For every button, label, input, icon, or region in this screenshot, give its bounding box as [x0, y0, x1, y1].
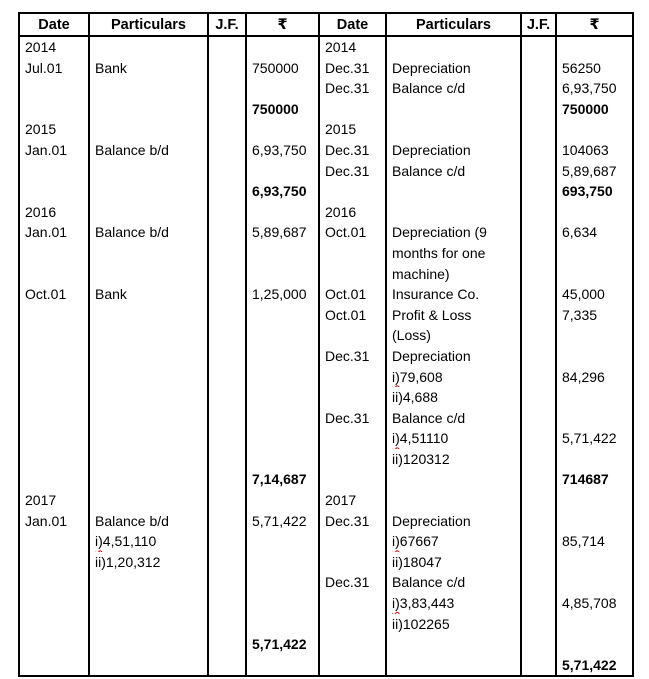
cell-date-right: 2016: [319, 202, 386, 223]
cell-particulars-left: i)4,51,110: [89, 531, 208, 552]
table-row: [19, 614, 633, 635]
cell-date-left: [19, 593, 89, 614]
cell-particulars-right: [386, 181, 521, 202]
cell-amount-right: 4,85,708: [556, 593, 633, 614]
cell-particulars-right: ii)18047: [386, 552, 521, 573]
cell-particulars-right: [386, 36, 521, 58]
cell-amount-right: 5,71,422: [556, 655, 633, 677]
cell-date-right: [319, 428, 386, 449]
cell-jf-left: [208, 511, 246, 532]
cell-date-right: [319, 99, 386, 120]
cell-date-left: [19, 614, 89, 635]
cell-amount-right: [556, 511, 633, 532]
cell-jf-left: [208, 572, 246, 593]
cell-date-left: [19, 634, 89, 655]
cell-jf-left: [208, 387, 246, 408]
cell-particulars-right: Insurance Co.: [386, 284, 521, 305]
table-row: [19, 284, 633, 305]
cell-date-left: 2016: [19, 202, 89, 223]
cell-jf-left: [208, 161, 246, 182]
cell-date-left: [19, 78, 89, 99]
cell-jf-right: [521, 325, 556, 346]
table-row: [19, 469, 633, 490]
cell-date-right: Dec.31: [319, 58, 386, 79]
cell-date-right: Dec.31: [319, 140, 386, 161]
cell-amount-right: 84,296: [556, 367, 633, 388]
cell-date-left: Jul.01: [19, 58, 89, 79]
cell-particulars-left: [89, 305, 208, 326]
spellcheck-squiggle: i): [392, 595, 400, 612]
cell-particulars-left: [89, 469, 208, 490]
table-row: [19, 78, 633, 99]
cell-date-right: [319, 449, 386, 470]
cell-particulars-right: Profit & Loss: [386, 305, 521, 326]
cell-jf-right: [521, 181, 556, 202]
cell-jf-left: [208, 140, 246, 161]
table-row: [19, 264, 633, 285]
cell-amount-left: [246, 36, 319, 58]
cell-jf-left: [208, 119, 246, 140]
table-row: [19, 367, 633, 388]
table-row: [19, 202, 633, 223]
cell-date-right: 2014: [319, 36, 386, 58]
cell-particulars-right: i)3,83,443: [386, 593, 521, 614]
column-header-amount-right: ₹: [556, 13, 633, 36]
cell-date-right: [319, 387, 386, 408]
ledger-body: [19, 36, 633, 676]
cell-date-left: Jan.01: [19, 140, 89, 161]
cell-date-left: [19, 305, 89, 326]
cell-jf-right: [521, 469, 556, 490]
cell-particulars-right: ii)120312: [386, 449, 521, 470]
cell-date-left: [19, 243, 89, 264]
cell-particulars-right: [386, 202, 521, 223]
cell-jf-right: [521, 305, 556, 326]
cell-particulars-right: Depreciation: [386, 346, 521, 367]
cell-particulars-right: Depreciation: [386, 58, 521, 79]
cell-jf-left: [208, 284, 246, 305]
cell-amount-left: 6,93,750: [246, 140, 319, 161]
cell-particulars-left: [89, 490, 208, 511]
cell-jf-right: [521, 387, 556, 408]
cell-amount-right: [556, 243, 633, 264]
cell-date-left: Jan.01: [19, 222, 89, 243]
cell-amount-left: [246, 202, 319, 223]
cell-amount-left: [246, 655, 319, 677]
cell-jf-right: [521, 161, 556, 182]
cell-particulars-right: Depreciation (9: [386, 222, 521, 243]
cell-jf-right: [521, 655, 556, 677]
cell-jf-right: [521, 99, 556, 120]
cell-date-right: Oct.01: [319, 284, 386, 305]
cell-date-right: Dec.31: [319, 511, 386, 532]
cell-amount-right: [556, 634, 633, 655]
cell-date-right: [319, 264, 386, 285]
cell-amount-right: 6,93,750: [556, 78, 633, 99]
cell-particulars-left: [89, 99, 208, 120]
cell-jf-right: [521, 243, 556, 264]
table-row: [19, 449, 633, 470]
cell-particulars-right: Balance c/d: [386, 572, 521, 593]
cell-date-right: [319, 243, 386, 264]
cell-amount-right: [556, 325, 633, 346]
table-row: [19, 140, 633, 161]
cell-jf-right: [521, 552, 556, 573]
cell-amount-left: [246, 408, 319, 429]
cell-amount-left: [246, 305, 319, 326]
table-row: [19, 346, 633, 367]
cell-date-left: [19, 449, 89, 470]
cell-amount-left: [246, 161, 319, 182]
cell-particulars-left: [89, 119, 208, 140]
cell-amount-left: [246, 119, 319, 140]
cell-particulars-left: [89, 449, 208, 470]
cell-particulars-left: [89, 572, 208, 593]
cell-date-right: Dec.31: [319, 408, 386, 429]
cell-date-left: Oct.01: [19, 284, 89, 305]
table-row: [19, 552, 633, 573]
cell-date-left: [19, 264, 89, 285]
cell-jf-left: [208, 181, 246, 202]
cell-jf-left: [208, 78, 246, 99]
cell-amount-left: 750000: [246, 58, 319, 79]
cell-amount-left: 750000: [246, 99, 319, 120]
cell-date-right: 2015: [319, 119, 386, 140]
cell-date-left: [19, 531, 89, 552]
cell-particulars-right: Depreciation: [386, 511, 521, 532]
table-row: [19, 36, 633, 58]
cell-date-left: [19, 469, 89, 490]
cell-amount-right: [556, 36, 633, 58]
cell-date-left: [19, 428, 89, 449]
table-row: [19, 408, 633, 429]
cell-jf-left: [208, 593, 246, 614]
cell-jf-right: [521, 36, 556, 58]
cell-amount-left: [246, 264, 319, 285]
cell-particulars-left: [89, 78, 208, 99]
cell-date-left: [19, 572, 89, 593]
cell-particulars-right: [386, 469, 521, 490]
cell-amount-right: [556, 264, 633, 285]
cell-date-left: [19, 161, 89, 182]
cell-particulars-left: [89, 346, 208, 367]
cell-jf-right: [521, 264, 556, 285]
cell-particulars-left: [89, 387, 208, 408]
cell-amount-right: [556, 119, 633, 140]
cell-date-left: [19, 346, 89, 367]
table-row: [19, 593, 633, 614]
cell-particulars-left: [89, 367, 208, 388]
cell-jf-left: [208, 222, 246, 243]
cell-particulars-right: Balance c/d: [386, 161, 521, 182]
cell-date-right: [319, 325, 386, 346]
cell-jf-right: [521, 428, 556, 449]
cell-amount-left: [246, 614, 319, 635]
table-row: [19, 161, 633, 182]
cell-particulars-right: [386, 634, 521, 655]
column-header-date-left: Date: [19, 13, 89, 36]
cell-particulars-left: [89, 202, 208, 223]
cell-jf-right: [521, 140, 556, 161]
cell-particulars-right: Balance c/d: [386, 78, 521, 99]
cell-particulars-right: Balance c/d: [386, 408, 521, 429]
cell-amount-left: [246, 78, 319, 99]
cell-jf-right: [521, 346, 556, 367]
cell-date-right: Dec.31: [319, 572, 386, 593]
cell-particulars-right: i)67667: [386, 531, 521, 552]
cell-date-right: Dec.31: [319, 161, 386, 182]
cell-particulars-left: [89, 408, 208, 429]
cell-amount-left: 6,93,750: [246, 181, 319, 202]
table-row: [19, 511, 633, 532]
cell-jf-right: [521, 449, 556, 470]
cell-jf-left: [208, 449, 246, 470]
table-row: [19, 428, 633, 449]
cell-particulars-left: Balance b/d: [89, 222, 208, 243]
cell-amount-left: 7,14,687: [246, 469, 319, 490]
cell-amount-right: 714687: [556, 469, 633, 490]
cell-amount-left: 5,89,687: [246, 222, 319, 243]
table-row: [19, 490, 633, 511]
spellcheck-squiggle: i): [95, 533, 103, 550]
table-row: [19, 243, 633, 264]
cell-particulars-left: [89, 593, 208, 614]
cell-amount-right: [556, 552, 633, 573]
column-header-particulars-right: Particulars: [386, 13, 521, 36]
cell-jf-left: [208, 264, 246, 285]
cell-amount-right: [556, 202, 633, 223]
table-row: [19, 325, 633, 346]
table-row: [19, 99, 633, 120]
column-header-jf-right: J.F.: [521, 13, 556, 36]
cell-jf-left: [208, 614, 246, 635]
cell-date-left: 2014: [19, 36, 89, 58]
cell-jf-right: [521, 572, 556, 593]
cell-jf-left: [208, 325, 246, 346]
cell-jf-left: [208, 305, 246, 326]
cell-amount-right: [556, 449, 633, 470]
cell-amount-left: [246, 572, 319, 593]
cell-jf-right: [521, 222, 556, 243]
cell-jf-left: [208, 634, 246, 655]
cell-particulars-right: months for one: [386, 243, 521, 264]
cell-particulars-left: [89, 243, 208, 264]
cell-jf-right: [521, 202, 556, 223]
cell-particulars-left: [89, 161, 208, 182]
cell-date-left: [19, 181, 89, 202]
cell-jf-left: [208, 655, 246, 677]
table-row: [19, 222, 633, 243]
cell-date-right: [319, 593, 386, 614]
cell-particulars-left: ii)1,20,312: [89, 552, 208, 573]
cell-amount-left: [246, 367, 319, 388]
cell-date-right: [319, 614, 386, 635]
cell-jf-right: [521, 490, 556, 511]
cell-amount-right: 7,335: [556, 305, 633, 326]
cell-jf-left: [208, 99, 246, 120]
cell-amount-left: [246, 449, 319, 470]
cell-date-left: 2015: [19, 119, 89, 140]
cell-date-left: [19, 325, 89, 346]
header-row: [19, 13, 633, 36]
cell-jf-right: [521, 593, 556, 614]
cell-date-left: [19, 99, 89, 120]
cell-particulars-right: i)4,51110: [386, 428, 521, 449]
cell-jf-left: [208, 36, 246, 58]
cell-particulars-right: [386, 99, 521, 120]
table-row: [19, 655, 633, 677]
cell-amount-left: 5,71,422: [246, 634, 319, 655]
cell-jf-left: [208, 552, 246, 573]
cell-date-right: Dec.31: [319, 346, 386, 367]
cell-amount-right: [556, 387, 633, 408]
cell-particulars-left: [89, 634, 208, 655]
cell-amount-right: 750000: [556, 99, 633, 120]
cell-particulars-left: [89, 655, 208, 677]
cell-amount-right: [556, 614, 633, 635]
cell-amount-left: [246, 325, 319, 346]
cell-date-right: 2017: [319, 490, 386, 511]
table-row: [19, 634, 633, 655]
cell-particulars-left: Bank: [89, 284, 208, 305]
cell-date-right: Oct.01: [319, 305, 386, 326]
cell-date-left: [19, 552, 89, 573]
cell-jf-right: [521, 614, 556, 635]
cell-amount-right: 5,89,687: [556, 161, 633, 182]
cell-amount-left: [246, 387, 319, 408]
column-header-jf-left: J.F.: [208, 13, 246, 36]
cell-jf-left: [208, 367, 246, 388]
cell-amount-left: 5,71,422: [246, 511, 319, 532]
cell-date-left: [19, 655, 89, 677]
cell-particulars-left: Balance b/d: [89, 511, 208, 532]
cell-amount-right: 85,714: [556, 531, 633, 552]
table-row: [19, 387, 633, 408]
cell-date-right: [319, 531, 386, 552]
cell-jf-left: [208, 490, 246, 511]
cell-amount-right: [556, 490, 633, 511]
table-row: [19, 181, 633, 202]
cell-jf-left: [208, 428, 246, 449]
cell-date-left: [19, 367, 89, 388]
cell-particulars-left: Balance b/d: [89, 140, 208, 161]
column-header-date-right: Date: [319, 13, 386, 36]
cell-amount-right: [556, 346, 633, 367]
spellcheck-squiggle: i): [392, 430, 400, 447]
cell-particulars-right: ii)4,688: [386, 387, 521, 408]
cell-jf-left: [208, 243, 246, 264]
cell-particulars-left: [89, 181, 208, 202]
cell-jf-left: [208, 202, 246, 223]
cell-amount-right: [556, 572, 633, 593]
cell-amount-right: 45,000: [556, 284, 633, 305]
cell-particulars-right: machine): [386, 264, 521, 285]
cell-amount-right: 56250: [556, 58, 633, 79]
cell-jf-right: [521, 78, 556, 99]
cell-date-right: [319, 469, 386, 490]
cell-amount-left: [246, 490, 319, 511]
column-header-particulars-left: Particulars: [89, 13, 208, 36]
cell-particulars-right: ii)102265: [386, 614, 521, 635]
cell-date-left: [19, 387, 89, 408]
cell-date-left: 2017: [19, 490, 89, 511]
cell-date-right: Oct.01: [319, 222, 386, 243]
cell-particulars-left: [89, 428, 208, 449]
column-header-amount-left: ₹: [246, 13, 319, 36]
cell-jf-left: [208, 58, 246, 79]
cell-amount-right: 6,634: [556, 222, 633, 243]
cell-date-left: Jan.01: [19, 511, 89, 532]
cell-amount-right: 5,71,422: [556, 428, 633, 449]
cell-jf-right: [521, 408, 556, 429]
cell-date-right: Dec.31: [319, 78, 386, 99]
cell-amount-right: 693,750: [556, 181, 633, 202]
cell-jf-right: [521, 284, 556, 305]
cell-particulars-left: Bank: [89, 58, 208, 79]
cell-particulars-left: [89, 264, 208, 285]
table-row: [19, 572, 633, 593]
cell-particulars-right: i)79,608: [386, 367, 521, 388]
cell-date-right: [319, 655, 386, 677]
cell-particulars-left: [89, 325, 208, 346]
cell-particulars-left: [89, 614, 208, 635]
cell-date-right: [319, 634, 386, 655]
table-row: [19, 305, 633, 326]
cell-particulars-left: [89, 36, 208, 58]
machinery-account-table: [18, 12, 634, 677]
cell-date-right: [319, 367, 386, 388]
cell-particulars-right: (Loss): [386, 325, 521, 346]
cell-jf-right: [521, 531, 556, 552]
cell-amount-left: [246, 346, 319, 367]
cell-particulars-right: [386, 490, 521, 511]
cell-jf-right: [521, 119, 556, 140]
cell-jf-left: [208, 531, 246, 552]
cell-jf-left: [208, 469, 246, 490]
cell-jf-right: [521, 634, 556, 655]
cell-jf-right: [521, 511, 556, 532]
cell-amount-left: [246, 428, 319, 449]
cell-jf-left: [208, 408, 246, 429]
cell-amount-left: [246, 243, 319, 264]
cell-jf-left: [208, 346, 246, 367]
cell-amount-left: [246, 593, 319, 614]
table-row: [19, 531, 633, 552]
table-row: [19, 119, 633, 140]
cell-date-right: [319, 181, 386, 202]
cell-particulars-right: [386, 119, 521, 140]
cell-jf-right: [521, 58, 556, 79]
table-row: [19, 58, 633, 79]
cell-date-left: [19, 408, 89, 429]
cell-amount-left: [246, 552, 319, 573]
cell-particulars-right: [386, 655, 521, 677]
cell-amount-right: 104063: [556, 140, 633, 161]
cell-amount-right: [556, 408, 633, 429]
spellcheck-squiggle: i): [392, 533, 400, 550]
cell-jf-right: [521, 367, 556, 388]
spellcheck-squiggle: i): [392, 368, 400, 385]
cell-amount-left: 1,25,000: [246, 284, 319, 305]
cell-date-right: [319, 552, 386, 573]
cell-particulars-right: Depreciation: [386, 140, 521, 161]
cell-amount-left: [246, 531, 319, 552]
